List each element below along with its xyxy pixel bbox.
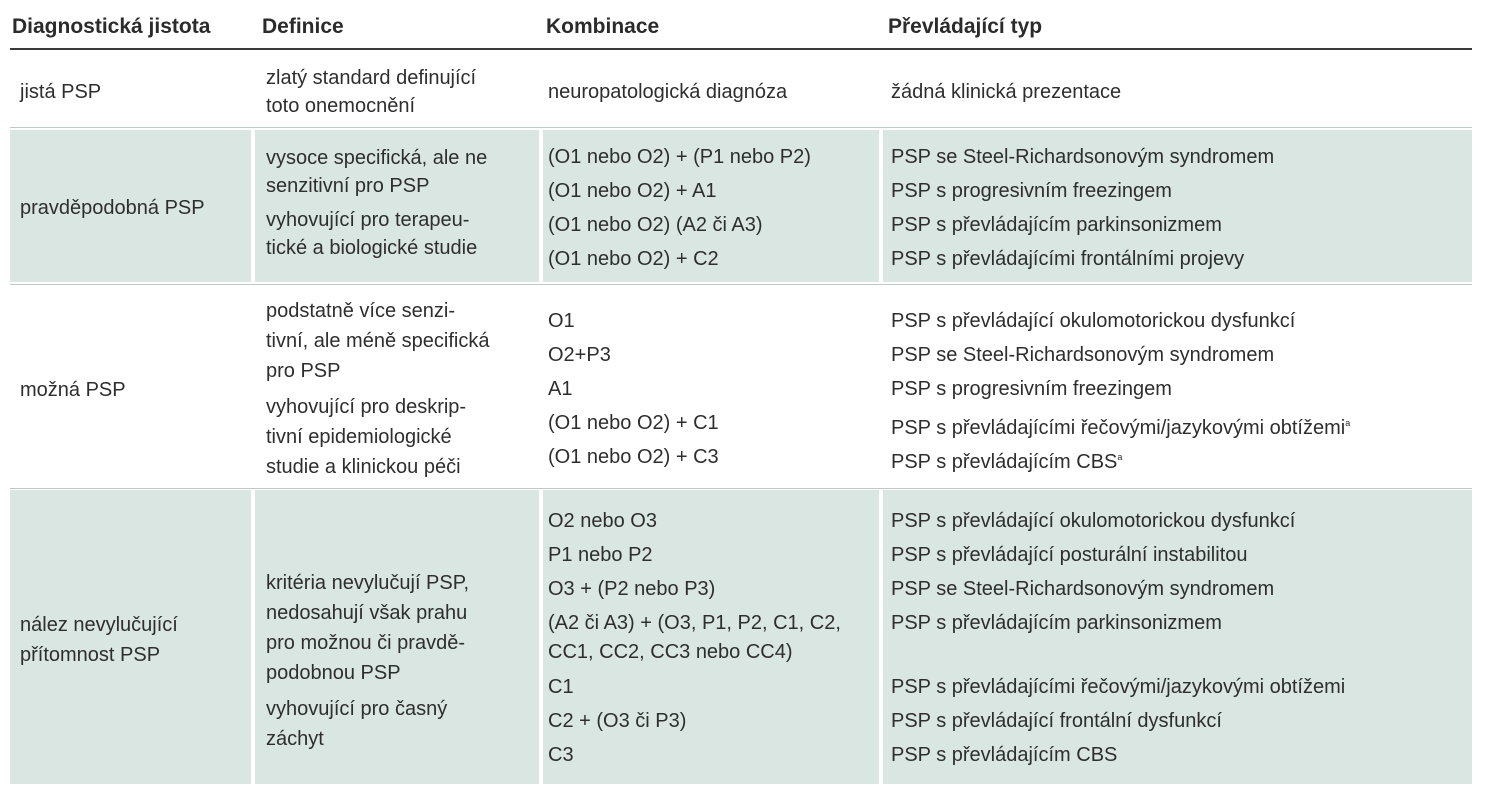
combination-line: O1 <box>548 310 575 332</box>
type-line: PSP s progresivním freezingem <box>891 180 1172 202</box>
type-line: PSP s převládajícím parkinsonizmem <box>891 214 1222 236</box>
definition-line: podstatně více senzi- <box>266 300 455 322</box>
combination-cell <box>548 304 719 474</box>
definition-line: vyhovující pro deskrip- <box>266 396 467 418</box>
combination-line: (O1 nebo O2) + C2 <box>548 248 719 270</box>
type-cell <box>891 304 1350 474</box>
header-predominant-type: Převládající typ <box>888 15 1043 38</box>
type-line: PSP se Steel-Richardsonovým syndromem <box>891 578 1275 600</box>
certainty-cell: jistá PSP <box>20 81 102 103</box>
combination-line: P1 nebo P2 <box>548 544 653 566</box>
definition-line: tické a biologické studie <box>266 237 478 259</box>
type-line <box>891 406 1350 440</box>
type-cell <box>891 504 1345 772</box>
definition-cell <box>266 144 487 262</box>
definition-line: tivní, ale méně specifická <box>266 330 490 352</box>
definition-line: vysoce specifická, ale ne <box>266 147 488 169</box>
type-line: PSP s převládajícími frontálními projevy <box>891 248 1245 270</box>
footnote-mark: a <box>1345 418 1351 428</box>
definition-cell <box>266 296 489 482</box>
type-line: PSP s převládající posturální instabilitou <box>891 544 1248 566</box>
type-line: PSP s převládající okulomotorickou dysfunkcí <box>891 510 1296 532</box>
table-row <box>10 50 1472 126</box>
certainty-line: přítomnost PSP <box>20 644 161 666</box>
definition-line: studie a klinickou péči <box>266 456 461 478</box>
combination-line: C1 <box>548 676 574 698</box>
type-line: PSP se Steel-Richardsonovým syndromem <box>891 344 1275 366</box>
combination-line: (O1 nebo O2) + C1 <box>548 412 719 434</box>
row-divider <box>10 488 1472 489</box>
combination-line: (O1 nebo O2) + A1 <box>548 180 717 202</box>
combination-line: O3 + (P2 nebo P3) <box>548 578 716 600</box>
table-row <box>10 490 1472 784</box>
type-line: PSP s převládajícím parkinsonizmem <box>891 612 1222 634</box>
combination-line: (O1 nebo O2) + (P1 nebo P2) <box>548 146 811 168</box>
definition-line: senzitivní pro PSP <box>266 175 430 197</box>
type-line: PSP s převládající okulomotorickou dysfunkcí <box>891 310 1296 332</box>
combination-cell: neuropatologická diagnóza <box>548 81 788 103</box>
combination-line: (O1 nebo O2) + C3 <box>548 446 719 468</box>
table-row <box>10 130 1472 282</box>
table-row <box>10 286 1472 486</box>
combination-line: O2 nebo O3 <box>548 510 657 532</box>
type-text: PSP s převládajícími řečovými/jazykovými obtížemi <box>891 417 1346 439</box>
type-cell <box>891 140 1274 276</box>
definition-line: vyhovující pro terapeu- <box>266 209 470 231</box>
certainty-cell: pravděpodobná PSP <box>20 197 205 219</box>
footnote-mark: a <box>1117 452 1123 462</box>
table-header <box>10 0 1472 50</box>
definition-cell <box>266 64 476 120</box>
combination-cell <box>548 504 841 772</box>
definition-line: záchyt <box>266 728 324 750</box>
definition-line: toto onemocnění <box>266 95 415 117</box>
header-combination: Kombinace <box>546 15 660 38</box>
row-divider <box>10 127 1472 128</box>
definition-cell <box>266 568 469 754</box>
definition-line: vyhovující pro časný <box>266 698 448 720</box>
certainty-cell: možná PSP <box>20 379 126 401</box>
certainty-line: nález nevylučující <box>20 614 178 636</box>
combination-line: CC1, CC2, CC3 nebo CC4) <box>548 641 793 663</box>
definition-line: kritéria nevylučují PSP, <box>266 572 470 594</box>
definition-line: podobnou PSP <box>266 662 401 684</box>
type-line: PSP se Steel-Richardsonovým syndromem <box>891 146 1275 168</box>
row-divider <box>10 284 1472 285</box>
combination-line: A1 <box>548 378 573 400</box>
type-line: PSP s převládajícími řečovými/jazykovými obtížemi <box>891 676 1346 698</box>
type-line: PSP s převládající frontální dysfunkcí <box>891 710 1222 732</box>
type-line <box>891 440 1350 474</box>
certainty-cell <box>20 610 178 670</box>
combination-line: (A2 či A3) + (O3, P1, P2, C1, C2, <box>548 612 841 634</box>
combination-line: C3 <box>548 744 574 766</box>
definition-line: nedosahují však prahu <box>266 602 468 624</box>
type-line: PSP s převládajícím CBS <box>891 744 1118 766</box>
definition-line: tivní epidemiologické <box>266 426 452 448</box>
header-definition: Definice <box>262 15 344 38</box>
type-line: PSP s progresivním freezingem <box>891 378 1172 400</box>
combination-cell <box>548 140 811 276</box>
definition-line: pro PSP <box>266 360 341 382</box>
definition-line: pro možnou či pravdě- <box>266 632 465 654</box>
combination-line: (O1 nebo O2) (A2 či A3) <box>548 214 763 236</box>
header-diagnostic-certainty: Diagnostická jistota <box>12 15 211 38</box>
type-cell: žádná klinická prezentace <box>891 81 1122 103</box>
type-text: PSP s převládajícím CBS <box>891 451 1118 473</box>
definition-line: zlatý standard definující <box>266 67 477 89</box>
combination-line: O2+P3 <box>548 344 611 366</box>
psp-criteria-table <box>10 0 1472 800</box>
combination-line: C2 + (O3 či P3) <box>548 710 687 732</box>
